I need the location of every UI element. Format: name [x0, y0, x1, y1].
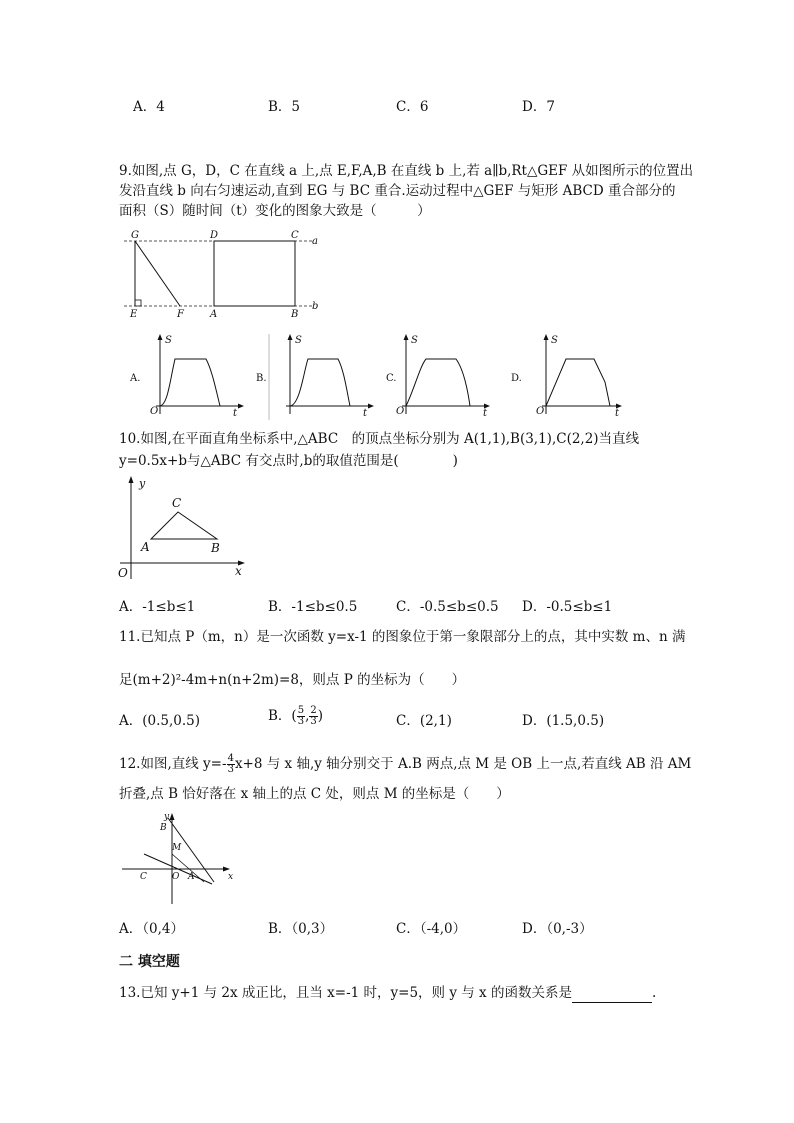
- q9-figure: [118, 228, 328, 320]
- q9-graph-d: [508, 330, 638, 422]
- q10-label-y: y: [139, 477, 146, 490]
- q12-line1: 12.如图,直线 y=- $\frac{4}{3}$ x+8 与 x 轴,y 轴分别交于 A.B 两点,点 M 是 OB 上一点,若直线 AB 沿 AM: [119, 753, 692, 775]
- q12-label-x: x: [228, 872, 234, 882]
- q12-choice-d: D．（0,-3）: [522, 921, 593, 937]
- q12-label-y: y: [164, 812, 170, 822]
- q11-line1: 11.已知点 P（m，n）是一次函数 y=x-1 的图象位于第一象限部分上的点，其中实数 m、n 满: [119, 629, 686, 645]
- q11-choice-a: A．(0.5,0.5): [119, 713, 201, 729]
- q9-graph-b: [250, 330, 380, 422]
- q9-graph-a: [120, 330, 250, 422]
- q12-fraction: $\frac{4}{3}$: [227, 753, 234, 775]
- q12-label-o: O: [172, 872, 180, 882]
- label-b: B: [291, 309, 299, 320]
- graph-a-option: A.: [130, 373, 141, 384]
- label-c: C: [291, 230, 299, 241]
- graph-a-o: O: [150, 406, 159, 417]
- q12-label-c: C: [140, 872, 147, 882]
- q12-label-b: B: [160, 823, 167, 833]
- label-a: A: [210, 309, 218, 320]
- label-f: F: [177, 309, 184, 320]
- q10-label-a: A: [141, 540, 150, 554]
- q8-choice-d: D．7: [522, 99, 555, 115]
- q9-line1: 9.如图,点 G，D，C 在直线 a 上,点 E,F,A,B 在直线 b 上,若 a∥b,Rt△GEF 从如图所示的位置出: [119, 163, 694, 179]
- q8-choice-c: C．6: [396, 99, 429, 115]
- q11-choice-c: C．(2,1): [396, 713, 452, 729]
- q10-choice-a: A．-1≤b≤1: [119, 599, 196, 615]
- q9-line2: 发沿直线 b 向右匀速运动,直到 EG 与 BC 重合.运动过程中△GEF 与矩形 ABCD 重合部分的: [119, 183, 676, 199]
- graph-b-option: B.: [256, 373, 267, 384]
- label-g: G: [131, 230, 139, 241]
- q11-line2: 足(m+2)²-4m+n(n+2m)=8，则点 P 的坐标为（ ）: [119, 672, 466, 688]
- section-heading: 二 填空题: [119, 954, 180, 970]
- graph-c-t: t: [483, 408, 488, 419]
- q11-choice-b: B．( $\frac{5}{3}$ , $\frac{2}{3}$ ): [268, 705, 324, 727]
- q9-graph-c: [380, 330, 510, 422]
- q8-choice-b: B．5: [268, 99, 301, 115]
- q12-choice-b: B．（0,3）: [268, 921, 334, 937]
- q10-label-c: C: [172, 496, 182, 510]
- q10-line1: 10.如图,在平面直角坐标系中,△ABC 的顶点坐标分别为 A(1,1),B(3,1),C(2,2)当直线: [119, 431, 640, 447]
- q11-choice-d: D．(1.5,0.5): [522, 713, 605, 729]
- graph-c-o: O: [396, 406, 405, 417]
- q10-choice-d: D．-0.5≤b≤1: [522, 599, 613, 615]
- q12-label-m: M: [172, 843, 182, 853]
- q12-choice-a: A．（0,4）: [119, 921, 184, 937]
- q10-figure: [114, 473, 254, 583]
- graph-d-option: D.: [511, 373, 522, 384]
- q10-label-b: B: [211, 541, 220, 555]
- q12-line2: 折叠,点 B 恰好落在 x 轴上的点 C 处，则点 M 的坐标是（ ）: [119, 786, 510, 802]
- graph-d-t: t: [615, 408, 620, 419]
- graph-a-t: t: [233, 408, 238, 419]
- graph-a-s: S: [165, 335, 172, 346]
- q8-choice-a: A．4: [133, 99, 165, 115]
- q12-label-a: A: [188, 872, 195, 882]
- q10-label-o: O: [118, 566, 128, 580]
- q9-line3: 面积（S）随时间（t）变化的图象大致是（ ）: [119, 203, 431, 219]
- label-b-line: b: [312, 301, 319, 312]
- graph-c-s: S: [411, 335, 418, 346]
- q13-answer-blank[interactable]: [572, 988, 652, 1003]
- q10-choice-c: C．-0.5≤b≤0.5: [396, 599, 499, 615]
- graph-b-t: t: [363, 408, 368, 419]
- graph-c-option: C.: [386, 373, 397, 384]
- q12-figure: [118, 808, 238, 908]
- q10-choice-b: B．-1≤b≤0.5: [268, 599, 358, 615]
- q10-line2: y=0.5x+b与△ABC 有交点时,b的取值范围是( ): [119, 453, 458, 469]
- label-a-line: a: [312, 236, 318, 247]
- q10-label-x: x: [235, 564, 242, 578]
- label-d: D: [210, 230, 219, 241]
- q12-choice-c: C．（-4,0）: [396, 921, 467, 937]
- graph-b-s: S: [295, 335, 302, 346]
- graph-d-o: O: [536, 406, 545, 417]
- label-e: E: [130, 309, 138, 320]
- q13-line: 13.已知 y+1 与 2x 成正比，且当 x=-1 时，y=5，则 y 与 x 的函数关系是 .: [119, 985, 657, 1001]
- graph-d-s: S: [551, 335, 558, 346]
